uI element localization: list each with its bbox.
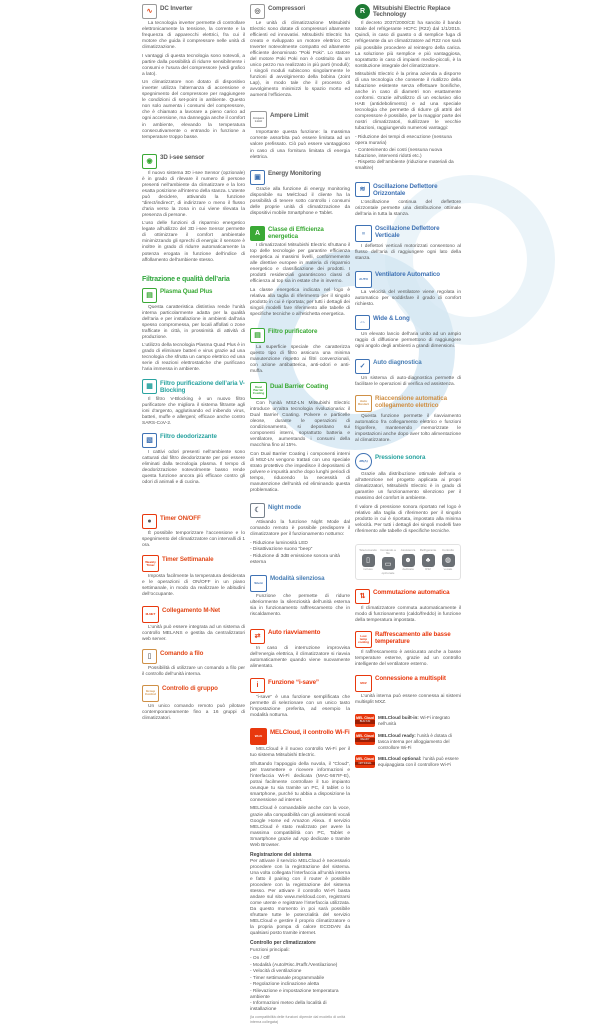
auto-restart-icon: ⇄ bbox=[250, 629, 265, 644]
section-melcloud-paragraph: Funzioni principali: bbox=[250, 947, 290, 953]
section-replace-technology-list-item: - Contenimento dei costi (nessuna nuova tubazione, interventi ridotti etc.) bbox=[355, 147, 443, 159]
section-wide-long-body bbox=[355, 332, 461, 350]
energy-monitoring-icon: ▣ bbox=[250, 170, 265, 185]
section-ventilatore-automatico-body bbox=[355, 290, 461, 308]
section-raffrescamento-basse-temperature-body bbox=[355, 650, 461, 668]
section-connessione-multisplit bbox=[355, 675, 461, 706]
section-plasma-quad-plus-paragraph: Questa caratteristica distintiva rende l’unità interna particolarmente adatta per la qualità dell’aria e per installazione in ambienti dall’aria spesso compromessa, per locali affollati o zone trafficate in città, in prossimità di attività di produzione. bbox=[142, 304, 245, 340]
section-raffrescamento-basse-temperature-header bbox=[355, 631, 461, 648]
eco-refrigerant-icon-label: Refrigerante bbox=[419, 547, 437, 552]
mxz-multisplit-icon: MXZ bbox=[355, 675, 372, 692]
section-ventilatore-automatico-paragraph: La velocità del ventilatore viene regolata in automatico per soddisfare il grado di comfort richiesto. bbox=[355, 289, 461, 307]
section-filtro-purificatore-body bbox=[250, 345, 350, 375]
section-comando-a-filo-body bbox=[142, 666, 245, 678]
section-plasma-quad-plus-title: Plasma Quad Plus bbox=[160, 288, 213, 296]
melcloud-ready-badge-tag: READY bbox=[355, 738, 375, 742]
melcloud-ready-badge-icon bbox=[355, 732, 375, 745]
section-energy-monitoring-paragraph: Grazie alla funzione di energy monitoring disponibile su MelCloud il cliente ha la possibilità di tenere sotto controllo i consumi delle proprie unità di climatizzazione da dispositivi mobile Smartphone e Tablet. bbox=[250, 186, 350, 216]
section-ampere-limit-header bbox=[250, 111, 350, 128]
column-left bbox=[142, 2, 245, 724]
ampere-limit-icon: Ampere Limit bbox=[250, 111, 267, 128]
melcloud-ready-badge-lead: MELCloud ready: bbox=[378, 733, 416, 739]
section-energy-monitoring-body bbox=[250, 187, 350, 217]
section-timer-onoff bbox=[142, 514, 245, 549]
section-filtro-purificatore bbox=[250, 328, 350, 375]
section-riaccensione-automatica-header bbox=[355, 395, 461, 412]
section-energy-monitoring-title: Energy Monitoring bbox=[268, 170, 321, 178]
section-compressori-paragraph: Le unità di climatizzazione Mitsubishi Electric sono dotate di compressori altamente efficienti ed innovativi. Mitsubishi Electric ha creato e sviluppato un motore elettrico DC Inverter notevolmente compatto ed altamente efficiente denominato “Poki Poki”. Lo statore del motore Poki Poki non è costituito da un unico pezzo ma realizzato in più parti (moduli); i singoli moduli subiscono singolarmente le funzioni di avvolgimento della bobina (Joint Lap), in modo tale che il processo di avvolgimento minimizzi lo spazio morto ed aumenti l’efficienza. bbox=[250, 21, 350, 99]
section-ventilatore-automatico-header bbox=[355, 271, 461, 288]
section-ampere-limit bbox=[250, 111, 350, 160]
section-pressione-sonora-title: Pressione sonora bbox=[375, 453, 426, 461]
section-timer-settimanale-title: Timer Settimanale bbox=[162, 555, 214, 563]
section-auto-riavviamento bbox=[250, 629, 350, 670]
section-melcloud-list-item: - On / Off bbox=[250, 956, 270, 962]
section-controllo-di-gruppo-title: Controllo di gruppo bbox=[162, 685, 218, 692]
section-collegamento-m-net bbox=[142, 606, 245, 643]
section-replace-technology-list-item: - Rispetto dell’ambiente (riduzione materiali da smaltire) bbox=[355, 160, 454, 172]
section-ampere-limit-paragraph: Importante questa funzione: la massima corrente assorbita può essere limitata ad un valore prefissato. Ciò può essere vantaggioso in caso di una fornitura limitata di energia elettrica. bbox=[250, 130, 350, 160]
section-dual-barrier-coating-paragraph: Con Dual Barrier Coating i componenti interni di MSZ-LN vengono trattati con uno speciale strato protettivo che impedisce il depositarsi di polvere e impurità anche dopo lunghi periodi di tempo, riducendo la necessità di manutenzione dell’unità ed eliminando questa problematica. bbox=[250, 451, 350, 494]
section-timer-settimanale-header bbox=[142, 555, 245, 572]
section-comando-a-filo-title: Comando a filo bbox=[160, 649, 204, 657]
section-replace-technology-list-item: - Riduzione dei tempi di esecuzione (nessuna opera muraria) bbox=[355, 134, 452, 146]
section-classe-efficienza-paragraph: I climatizzatori Mitsubishi Electric sfruttano il top delle tecnologie per garantire efficienza energetica ai massimi livelli, conformemente alle direttive europee in materia di risparmio energetico e classificazione dei prodotti. I prodotti residenziali garantiscono classi di efficienza al top sia in estate che in inverno. bbox=[250, 243, 350, 285]
section-collegamento-m-net-header bbox=[142, 606, 245, 623]
section-auto-diagnostica-title: Auto diagnostica bbox=[373, 359, 422, 367]
melcloud-optional-badge-logo: MEL Cloud bbox=[356, 757, 374, 762]
section-auto-diagnostica-paragraph: Un sistema di auto-diagnostica permette di facilitare le operazioni di verifica ed assistenza. bbox=[355, 375, 461, 387]
section-riaccensione-automatica-title: Riaccensione automatica collegamento elettrico bbox=[375, 395, 447, 410]
section-melcloud-paragraph: Sfruttando l’appoggio della nuvola, il “Cloud”, per trasmettere e ricevere informazioni e l’interfaccia Wi-Fi dedicata (MAC-567IF-E), potrai facilmente controllare il tuo impianto ovunque tu sia tramite un PC, il tablet o lo smartphone, purché tu abbia a disposizione la connessione ad internet. bbox=[250, 761, 350, 803]
wired-controller-icon-sublabel: opzionale bbox=[381, 570, 395, 575]
section-dc-inverter-title: DC Inverter bbox=[160, 4, 193, 12]
section-night-mode-list-item: - Riduzione luminosità LED bbox=[250, 540, 308, 546]
section-classe-efficienza bbox=[250, 226, 350, 318]
section-timer-settimanale-paragraph: Imposta facilmente la temperatura desiderata e le operazioni di ON/OFF in un piano settimanale, in modo da realizzare le abitudini dell’occupante. bbox=[142, 574, 245, 598]
section-energy-monitoring-header bbox=[250, 170, 350, 185]
melcloud-built-in-badge-lead: MELCloud built-in: bbox=[378, 715, 419, 721]
voice-control-icon: ◍ bbox=[442, 554, 455, 567]
section-filtro-purificatore-paragraph: La superficie speciale che caratterizza questo tipo di filtro assicura una minima manutenzione rispetto ai filtri convenzionali, con azione antibatterica, anti-odori e anti-muffa. bbox=[250, 344, 350, 375]
section-plasma-quad-plus bbox=[142, 288, 245, 374]
vertical-vane-icon: ||| bbox=[355, 225, 372, 242]
section-modalita-silenziosa-title: Modalità silenziosa bbox=[270, 575, 325, 583]
section-comando-a-filo-header bbox=[142, 649, 245, 664]
sound-pressure-icon: dB(A) bbox=[355, 453, 372, 470]
section-modalita-silenziosa-body bbox=[250, 594, 350, 618]
timer-onoff-icon: ● bbox=[142, 514, 157, 529]
section-commutazione-automatica bbox=[355, 589, 461, 624]
section-connessione-multisplit-title: Connessione a multisplit bbox=[375, 675, 446, 683]
section-oscillazione-verticale-paragraph: I deflettori verticali motorizzati consentono al flusso dell’aria di raggiungere ogni lato della stanza. bbox=[355, 243, 461, 261]
section-filtro-v-blocking-body bbox=[142, 397, 245, 427]
section-ventilatore-automatico bbox=[355, 271, 461, 308]
section-melcloud-list-item: - Rilevazione e impostazione temperatura ambiente bbox=[250, 988, 339, 1000]
section-ampere-limit-body bbox=[250, 130, 350, 160]
section-melcloud-paragraph: MELCloud è comandabile anche con la voce, grazie alla compatibilità con gli assistenti vocali Google Home ed Amazon Alexa. Il servizio MELCloud è stato realizzato per avere la massima compatibilità con PC, Tablet e Smartphone grazie ad App dedicate o tramite Web Browser. bbox=[250, 806, 350, 848]
section-pressione-sonora-paragraph: Il valore di pressione sonora riportato nel logo è relativo alla taglia di riferimento per il singolo prodotto in cui è riportata, impostato alla minima velocità. Per tutti i dettagli dei singoli modelli fare riferimento alle tabelle di specifiche tecniche. bbox=[355, 504, 461, 534]
section-wide-long-paragraph: Un elevato lancio dell’aria unito ad un ampio raggio di diffusione permettono di raggiungere ogni angolo degli ambienti a grandi dimensioni. bbox=[355, 331, 461, 349]
silent-mode-icon: Silent bbox=[250, 575, 267, 592]
section-melcloud-subheading: Controllo per climatizzatore bbox=[250, 940, 316, 947]
assistance-icon-sublabel: dedicata bbox=[402, 567, 414, 572]
section-dc-inverter-header bbox=[142, 4, 245, 19]
weekly-timer-icon: Weekly Timer bbox=[142, 555, 159, 572]
section-dc-inverter-paragraph: I vantaggi di questa tecnologia sono notevoli, a partire dalla possibilità di ridurre sensibilmente i consumi e l’usura del compressore (vedi grafico a lato). bbox=[142, 53, 245, 77]
section-filtro-purificatore-header bbox=[250, 328, 350, 343]
section-raffrescamento-basse-temperature-title: Raffrescamento alle basse temperature bbox=[375, 631, 451, 646]
power-restore-icon: Auto Restart bbox=[355, 395, 372, 412]
melcloud-optional-badge bbox=[355, 755, 461, 768]
section-plasma-quad-plus-body bbox=[142, 305, 245, 374]
section-auto-diagnostica-header bbox=[355, 359, 461, 374]
section-3d-i-see-sensor-header bbox=[142, 154, 245, 169]
column-middle bbox=[250, 2, 350, 1024]
section-melcloud-title: MELCloud, il controllo Wi-Fi bbox=[270, 728, 350, 736]
melcloud-built-in-badge-icon bbox=[355, 714, 375, 727]
section-timer-onoff-title: Timer ON/OFF bbox=[160, 514, 201, 522]
m-net-icon: M-NET bbox=[142, 606, 159, 623]
dc-inverter-icon: ∿ bbox=[142, 4, 157, 19]
section-controllo-di-gruppo-paragraph: Un unico comando remoto può pilotare contemporaneamente fino a 16 gruppi di climatizzatori. bbox=[142, 703, 245, 721]
section-ampere-limit-title: Ampere Limit bbox=[270, 111, 309, 119]
accessory-icon-row-cell bbox=[439, 549, 457, 575]
melcloud-optional-badge-text: MELCloud optional: l’unità può essere equipaggiata con il controllore Wi-Fi bbox=[378, 756, 459, 767]
energy-class-a-icon: A bbox=[250, 226, 265, 241]
section-auto-riavviamento-header bbox=[250, 629, 350, 644]
wired-controller-icon-label: Comando a filo bbox=[380, 547, 396, 556]
melcloud-optional-badge-lead: MELCloud optional: bbox=[378, 756, 422, 762]
section-comando-a-filo bbox=[142, 649, 245, 678]
section-replace-technology-header bbox=[355, 4, 461, 19]
section-pressione-sonora bbox=[355, 453, 461, 535]
section-compressori-header bbox=[250, 4, 350, 19]
voice-control-icon-sublabel: vocale bbox=[443, 567, 453, 572]
compressor-icon: ◎ bbox=[250, 4, 265, 19]
section-plasma-quad-plus-paragraph: L’utilizzo della tecnologia Plasma Quad Plus è in grado di eliminare batteri e virus grazie ad una tecnologia che sfrutta un campo elettrico ed una serie di reazioni elettrostatiche che purificano l’aria immessa in ambiente. bbox=[142, 343, 245, 373]
i-see-sensor-icon: ◉ bbox=[142, 154, 157, 169]
section-auto-riavviamento-paragraph: In caso di interruzione improvvisa dell’energia elettrica, il climatizzatore si riavvia automaticamente quando viene nuovamente alimentato. bbox=[250, 645, 350, 670]
section-3d-i-see-sensor-body bbox=[142, 171, 245, 264]
section-3d-i-see-sensor-paragraph: L’uso delle funzioni di risparmio energetico legate all’utilizzo del 3D i-see Sensor permette di ottimizzare il comfort ambientale minimizzando gli sprechi di energia: il sensore è inoltre in grado di ridurre automaticamente la potenza erogata in funzione dell’indice di affollamento dell’ambiente stesso. bbox=[142, 221, 245, 263]
section-melcloud-list-item: - Informazioni meteo della località di installazione bbox=[250, 1001, 327, 1013]
section-oscillazione-orizzontale-paragraph: L’oscillazione continua del deflettore orizzontale permette una distribuzione ottimale dell’aria in tutta la stanza. bbox=[355, 199, 461, 217]
section-riaccensione-automatica bbox=[355, 395, 461, 444]
section-connessione-multisplit-body bbox=[355, 694, 461, 706]
purifying-filter-icon: ▤ bbox=[250, 328, 265, 343]
section-melcloud-fineprint: (la compatibilità delle funzioni dipende dal modello di unità interna collegata) bbox=[250, 1015, 346, 1024]
section-oscillazione-verticale bbox=[355, 225, 461, 262]
section-wide-long-title: Wide & Long bbox=[373, 315, 410, 323]
section-pressione-sonora-body bbox=[355, 472, 461, 535]
dual-barrier-coating-icon: Dual Barrier Coating bbox=[250, 382, 267, 399]
v-blocking-filter-icon: ▦ bbox=[142, 379, 157, 394]
section-dual-barrier-coating-title: Dual Barrier Coating bbox=[270, 382, 329, 390]
section-raffrescamento-basse-temperature-paragraph: Il raffrescamento è assicurato anche a basse temperature esterne, grazie ad un controllo intelligente del ventilatore esterno. bbox=[355, 649, 461, 667]
section-auto-diagnostica bbox=[355, 359, 461, 388]
section-replace-technology-paragraph: Il decreto 2037/2000/CE ha sancito il bando totale del refrigerante HCFC (R22) dal 1/1/2015. Quindi, in caso di guasto o di semplice fuga di refrigerante da un climatizzatore ad R22 non sarà più possibile procedere al reintegro della carica. La soluzione più semplice e più vantaggiosa, soprattutto in caso di impianti medio-piccoli, è la sostituzione integrale del climatizzatore. bbox=[355, 21, 461, 69]
section-night-mode-list-item: - Riduzione di 3dB emissione sonora unità esterna bbox=[250, 553, 340, 565]
section-wide-long-header bbox=[355, 315, 461, 330]
section-replace-technology-paragraph: Mitsubishi Electric è la prima azienda a disporre di una tecnologia che consente il riutilizzo della tubazione esistente senza effettuare bonifiche, anche in caso di diametri non esattamente conformi. Grazie all’utilizzo di un esclusivo olio HAB (antidebolimento) e ad una speciale tecnologia che permette di ridurre gli attriti del compressore è possibile, per la maggior parte dei nostri climatizzatori, riutilizzare le vecchie tubazioni, raggiungendo numerosi vantaggi: bbox=[355, 72, 461, 132]
section-filtro-deodorizzante-paragraph: I cattivi odori presenti nell’ambiente sono catturati dal filtro deodorizzante per poi essere eliminati dalla tecnologia plasma. Il tempo di deodorizzazione notevolmente basso rende questa funzione ancora più efficace contro gli odori di animali e di cucina. bbox=[142, 449, 245, 486]
section-filtro-deodorizzante-title: Filtro deodorizzante bbox=[160, 433, 217, 441]
section-timer-settimanale-body bbox=[142, 574, 245, 598]
section-auto-riavviamento-title: Auto riavviamento bbox=[268, 629, 321, 637]
section-classe-efficienza-title: Classe di Efficienza energetica bbox=[268, 226, 324, 241]
section-melcloud-header bbox=[250, 728, 350, 745]
section-oscillazione-orizzontale bbox=[355, 182, 461, 217]
section-oscillazione-verticale-header bbox=[355, 225, 461, 242]
section-connessione-multisplit-paragraph: L’unità interna può essere connessa ai sistemi multisplit MXZ. bbox=[355, 693, 461, 706]
section-dc-inverter-paragraph: Un climatizzatore non dotato di dispositivo inverter utilizza l’alternanza di accensione e spegnimento del compressore per raggiungere le condizioni di set-point in ambiente. Questo non solo aumenta i consumi del compressore, che è chiamato a lavorare a pieno carico ad ogni accensione, ma danneggia anche il comfort in ambiente, elevando la temperatura consecutivamente o entrando in funzione a temperature troppo basse. bbox=[142, 80, 245, 140]
section-compressori-title: Compressori bbox=[268, 4, 306, 12]
section-3d-i-see-sensor bbox=[142, 154, 245, 264]
section-funzione-i-save-title: Funzione “i-save” bbox=[268, 678, 319, 686]
melcloud-ready-badge bbox=[355, 732, 461, 750]
section-oscillazione-verticale-body bbox=[355, 244, 461, 262]
horizontal-vane-icon: ≋ bbox=[355, 182, 370, 197]
section-night-mode-header bbox=[250, 503, 350, 518]
accessory-icon-row-cell bbox=[399, 549, 417, 575]
accessory-icon-row bbox=[355, 544, 461, 580]
section-melcloud-body bbox=[250, 747, 350, 1024]
section-oscillazione-verticale-title: Oscillazione Deflettore Verticale bbox=[375, 225, 440, 240]
replace-technology-logo-icon: R bbox=[355, 4, 370, 19]
section-modalita-silenziosa-header bbox=[250, 575, 350, 592]
auto-fan-icon: AUTO bbox=[355, 271, 372, 288]
section-melcloud-list-item: - Regolazione inclinazione aletta bbox=[250, 982, 320, 988]
section-controllo-di-gruppo bbox=[142, 685, 245, 722]
section-commutazione-automatica-title: Commutazione automatica bbox=[373, 589, 450, 597]
melcloud-built-in-badge bbox=[355, 714, 461, 727]
section-classe-efficienza-header bbox=[250, 226, 350, 241]
section-filtro-purificatore-title: Filtro purificatore bbox=[268, 328, 318, 336]
section-filtro-v-blocking-title: Filtro purificazione dell’aria V-Blocking bbox=[160, 379, 245, 394]
section-melcloud bbox=[250, 728, 350, 1024]
accessory-icon-row-cell bbox=[359, 549, 377, 575]
section-collegamento-m-net-paragraph: L’unità può essere integrata ad un sistema di controllo MELANS e gestita da centralizzatori web server. bbox=[142, 625, 245, 643]
section-funzione-i-save bbox=[250, 678, 350, 719]
wide-long-icon: ⇔ bbox=[355, 315, 370, 330]
section-3d-i-see-sensor-paragraph: Il nuovo sistema 3D i-see Sensor (opzionale) è in grado di rilevare il numero di persone presenti nell’ambiente da climatizzare e la loro esatta posizione all’interno della stanza. L’utente può decidere, attivando la funzione “direct/indirect”, di indirizzare o meno il flusso d’aria verso la zona in cui viene rilevata la presenza di persone. bbox=[142, 170, 245, 218]
wired-controller-icon: ▭ bbox=[382, 557, 395, 570]
section-compressori bbox=[250, 4, 350, 99]
melcloud-ready-badge-text: MELCloud ready: l’unità è dotata di tasca interna per alloggiamento del controllore Wi-Fi bbox=[378, 733, 452, 750]
melcloud-wifi-icon: Wi-Fi bbox=[250, 728, 267, 745]
column-right bbox=[355, 2, 461, 768]
deodorizing-filter-icon: ▧ bbox=[142, 433, 157, 448]
section-timer-onoff-header bbox=[142, 514, 245, 529]
section-classe-efficienza-body bbox=[250, 243, 350, 318]
assistance-icon-label: Assistenza bbox=[400, 547, 416, 552]
melcloud-built-in-badge-logo: MEL Cloud bbox=[356, 716, 374, 721]
section-commutazione-automatica-paragraph: Il climatizzatore commuta automaticamente il modo di funzionamento (caldo/freddo) in funzione della temperatura impostata. bbox=[355, 605, 461, 623]
section-melcloud-paragraph: Per attivare il servizio MELCloud è necessario procedere con la registrazione del sistema. Una volta collegata l’interfaccia all’unità interna e fatto il pairing con il router è possibile procedere con la registrazione del sistema stesso. Per attivare il controllo Wi-Fi basta andare sul sito www.melcloud.com, registrarsi come utente e registrare l’interfaccia utilizzata. Da questo momento in poi sarà possibile sfruttare tutte le potenzialità del servizio MELCloud e gestire il proprio climatizzatore o la propria pompa di calore ECODAN da qualsiasi posto tramite internet. bbox=[250, 858, 350, 937]
section-melcloud-list-item: - Timer settimanale programmabile bbox=[250, 975, 325, 981]
ir-remote-icon-label: Telecomando bbox=[359, 547, 377, 552]
melcloud-built-in-badge-text: MELCloud built-in: Wi-Fi integrato nell’unità bbox=[378, 715, 450, 726]
section-oscillazione-orizzontale-title: Oscillazione Deflettore Orizzontale bbox=[373, 182, 438, 197]
section-night-mode-body bbox=[250, 520, 350, 566]
section-timer-onoff-body bbox=[142, 531, 245, 549]
filtration-heading: Filtrazione e qualità dell’aria bbox=[142, 275, 230, 283]
section-filtro-deodorizzante-body bbox=[142, 450, 245, 486]
section-night-mode-paragraph: Attivando la funzione Night Mode dal comando remoto è possibile predisporre il climatizzatore per il funzionamento notturno: bbox=[250, 520, 350, 538]
melcloud-optional-badge-tag: OPTIONAL bbox=[355, 762, 375, 766]
section-energy-monitoring bbox=[250, 170, 350, 217]
i-save-icon: i bbox=[250, 678, 265, 693]
voice-control-icon-label: Controllo bbox=[441, 547, 454, 552]
wired-remote-icon: ▯ bbox=[142, 649, 157, 664]
section-melcloud-list-item: - Modalità (Auto/Risc./Raffr./Ventilazione) bbox=[250, 962, 338, 968]
section-wide-long bbox=[355, 315, 461, 350]
section-melcloud-subheading: Registrazione del sistema bbox=[250, 851, 312, 858]
section-pressione-sonora-header bbox=[355, 453, 461, 470]
section-classe-efficienza-paragraph: La classe energetica indicata nel logo è relativa alla taglia di riferimento per il singolo prodotto in cui è riportata; per tutti i dettagli dei singoli modelli fare riferimento alle tabelle di specifiche tecniche o all’etichetta energetica. bbox=[250, 287, 350, 317]
section-replace-technology-title: Mitsubishi Electric Replace Technology bbox=[373, 4, 451, 19]
section-collegamento-m-net-title: Collegamento M-Net bbox=[162, 606, 221, 614]
section-ventilatore-automatico-title: Ventilatore Automatico bbox=[375, 271, 440, 279]
melcloud-optional-badge-icon bbox=[355, 755, 375, 768]
section-oscillazione-orizzontale-header bbox=[355, 182, 461, 197]
section-riaccensione-automatica-body bbox=[355, 414, 461, 444]
eco-refrigerant-icon: ♣ bbox=[422, 554, 435, 567]
section-modalita-silenziosa-paragraph: Funzione che permette di ridurre ulteriormente la silenziosità dell’unità esterna sia in funzionamento raffrescamento che in riscaldamento. bbox=[250, 593, 350, 617]
section-melcloud-paragraph: MELCloud è il nuovo controllo Wi-Fi per il tuo sistema Mitsubishi Electric. bbox=[250, 747, 350, 759]
section-plasma-quad-plus-header bbox=[142, 288, 245, 303]
section-connessione-multisplit-header bbox=[355, 675, 461, 692]
group-control-icon: Group Control bbox=[142, 685, 159, 702]
night-mode-icon: ☾ bbox=[250, 503, 265, 518]
section-dual-barrier-coating-body bbox=[250, 401, 350, 494]
accessory-icon-row-cell bbox=[419, 549, 437, 575]
section-filtro-v-blocking-header bbox=[142, 379, 245, 394]
section-auto-diagnostica-body bbox=[355, 376, 461, 388]
section-commutazione-automatica-body bbox=[355, 606, 461, 624]
accessory-icon-row-cell bbox=[379, 549, 397, 575]
section-filtro-v-blocking-paragraph: Il filtro V-Blocking è un nuovo filtro purificatore che migliora il sistema filtrante agli ioni d’argento, agglutinando ed inibendo virus, batteri, muffe e allergeni; efficace anche contro SARS-CoV-2. bbox=[142, 396, 245, 426]
section-collegamento-m-net-body bbox=[142, 625, 245, 643]
section-compressori-body bbox=[250, 21, 350, 99]
section-timer-onoff-paragraph: È possibile temporizzare l’accensione e lo spegnimento del climatizzatore con intervalli di 1 ora. bbox=[142, 531, 245, 549]
auto-changeover-icon: ⇅ bbox=[355, 589, 370, 604]
eco-refrigerant-icon-sublabel: R32 bbox=[425, 567, 431, 572]
section-commutazione-automatica-header bbox=[355, 589, 461, 604]
section-timer-settimanale bbox=[142, 555, 245, 598]
section-funzione-i-save-paragraph: “i-save” è una funzione semplificata che permette di selezionare con un unico tasto l’impostazione preferita, ad esempio la modalità notturna. bbox=[250, 695, 350, 719]
section-filtro-deodorizzante-header bbox=[142, 433, 245, 448]
melcloud-ready-badge-logo: MEL Cloud bbox=[356, 734, 374, 739]
section-filtro-v-blocking bbox=[142, 379, 245, 427]
section-raffrescamento-basse-temperature bbox=[355, 631, 461, 668]
ir-remote-icon: ▯ bbox=[362, 554, 375, 567]
section-controllo-di-gruppo-header bbox=[142, 685, 245, 702]
section-replace-technology-body bbox=[355, 21, 461, 172]
plasma-quad-icon: ▤ bbox=[142, 288, 157, 303]
section-night-mode bbox=[250, 503, 350, 566]
low-temp-cooling-icon: Low temp cooling bbox=[355, 631, 372, 648]
section-riaccensione-automatica-paragraph: Questa funzione permette il riavviamento automatico fra collegamento elettrico e funzioni frigorifere, mantenendo memorizzate le impostazioni anche dopo aver tolto alimentazione al climatizzatore. bbox=[355, 413, 461, 444]
section-dc-inverter-body bbox=[142, 21, 245, 141]
section-funzione-i-save-header bbox=[250, 678, 350, 693]
section-dc-inverter bbox=[142, 4, 245, 141]
section-auto-riavviamento-body bbox=[250, 646, 350, 670]
section-filtro-deodorizzante bbox=[142, 433, 245, 486]
melcloud-built-in-badge-tag: BUILT-IN bbox=[355, 720, 375, 724]
self-diagnosis-icon: ✓ bbox=[355, 359, 370, 374]
section-dc-inverter-paragraph: La tecnologia inverter permette di controllare elettronicamente la tensione, la corrente e la frequenza di apparecchi elettrici, fra cui il motore che guida il compressore nelle unità di climatizzazione. bbox=[142, 21, 245, 51]
section-dual-barrier-coating-header bbox=[250, 382, 350, 399]
section-night-mode-list-item: - Disattivazione suono “beep” bbox=[250, 547, 313, 553]
section-controllo-di-gruppo-body bbox=[142, 704, 245, 722]
section-oscillazione-orizzontale-body bbox=[355, 200, 461, 218]
section-modalita-silenziosa bbox=[250, 575, 350, 618]
assistance-icon: ☻ bbox=[402, 554, 415, 567]
ir-remote-icon-sublabel: incluso bbox=[363, 567, 373, 572]
section-comando-a-filo-paragraph: Possibilità di utilizzare un comando a filo per il controllo dell’unità interna. bbox=[142, 666, 245, 678]
section-replace-technology bbox=[355, 4, 461, 172]
section-night-mode-title: Night mode bbox=[268, 503, 302, 511]
section-funzione-i-save-body bbox=[250, 695, 350, 719]
section-pressione-sonora-paragraph: Grazie alla distribuzione ottimale dell’aria e all’attenzione nel progetto applicata ai propri climatizzatori, Mitsubishi Electric è in grado di garantire un funzionamento silenzioso per il massimo del comfort in ambiente. bbox=[355, 472, 461, 502]
section-dual-barrier-coating bbox=[250, 382, 350, 494]
melcloud-badges bbox=[355, 714, 461, 768]
section-melcloud-list-item: - Velocità di ventilazione bbox=[250, 969, 302, 975]
section-3d-i-see-sensor-title: 3D i-see sensor bbox=[160, 154, 205, 162]
section-dual-barrier-coating-paragraph: Con l’unità MSZ-LN Mitsubishi Electric introduce un’altra tecnologia rivoluzionaria: il Dual Barrier Coating. Polvere e particelle oleose, durante le operazioni di condizionamento, si depositano sui componenti interni, soprattutto batteria e ventilatore, aumentando i consumi della macchina fino al 15%. bbox=[250, 401, 350, 449]
